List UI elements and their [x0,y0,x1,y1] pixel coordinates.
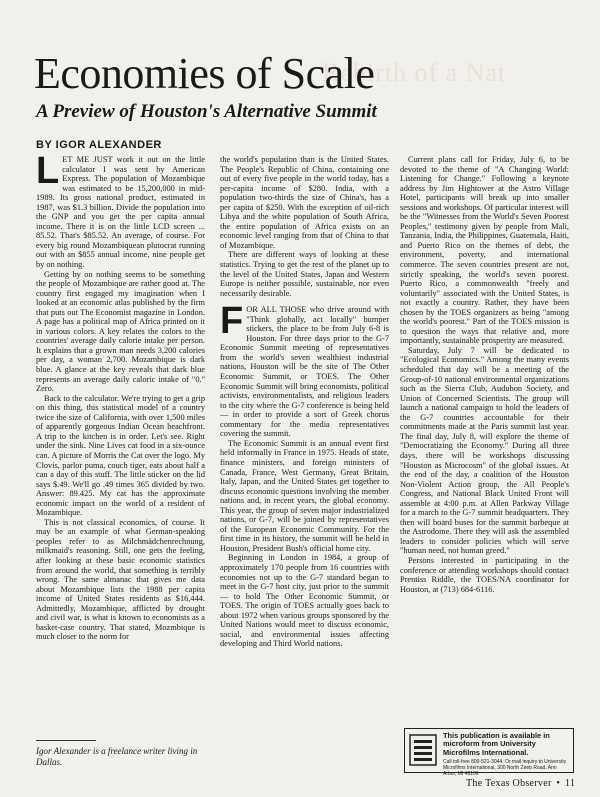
ad-headline: This publication is available in microform from University Microfilms International. [443,731,550,757]
drop-cap: F [220,300,244,343]
paragraph: Current plans call for Friday, July 6, to be devoted to the theme of "A Changing World: Listening for Change." Following a keynote address by Jim Hightower at the Astro Village Hotel, participants will break up into smaller sessions and workshops. Of particular interest will be the "Witnesses from the World's Seven Poorest Peoples," testimony given by people from Mali, Tanzania, India, the Philippines, Guatemala, Haiti, and Puerto Rico on the themes of debt, the environment, poverty, and international commerce. The seven countries present are not, strictly speaking, the world's seven poorest. Puerto Rico, a commonwealth "freely and voluntarily" associated with the United States, is not exactly a country. Rather, they have been chosen by the TOES organizers as being "among the world's poorest." Part of the TOES mission is to question the ways that relative and, more importantly, sustainable prosperity are measured. [400,155,569,346]
paragraph: Getting by on nothing seems to be something the people of Mozambique are rather good at. The country first engaged my imagination when I looked at an economic atlas published by the firm that puts out The Economist magazine in London. A page has a political map of Africa printed on it in various colors. A key relates the colors to the countries' average daily calorie intake per person. It explains that a grown man needs 3,200 calories per day, a woman 2,700. Mozambique is dark blue. A glance at the key reveals that dark blue represents an average daily caloric intake of "0." Zero. [36,269,205,394]
paragraph: Beginning in London in 1984, a group of approximately 170 people from 16 countries with economies not up to the G-7 standard began to meet in the G-7 host city, just prior to the summit — to hold The Other Economic Summit, or TOES. The origin of TOES actually goes back to about 1972 when various groups sponsored by the United Nations would meet to discuss economic, social, and environmental issues affecting developing and Third World nations. [220,553,389,649]
page-number: 11 [565,778,576,789]
paragraph: The Economic Summit is an annual event first held informally in France in 1975. Heads of state, finance ministers, and foreign ministers of Canada, France, West Germany, Great Britain, Italy, Japan, and the United States get together to discuss economic questions involving the member nations and, in recent years, the global economy. This year, the group of seven major industrialized nations, or G-7, will be joined by representatives of the European Economic Community. For the first time in its history, the summit will be held in Houston, President Bush's official home city. [220,438,389,553]
footer-separator: • [556,778,561,789]
paragraph: Persons interested in participating in the conference or attending workshops should contact Prentiss Riddle, the TOES/NA coordinator for Houston, at (713) 684-6116. [400,555,569,594]
article-column-1 [36,150,205,642]
university-microfilms-logo-icon [409,734,437,766]
paragraph-text: ET ME JUST work it out on the little calculator I was sent by American Express. The population of Mozambique was estimated to be 15,200,000 in mid-1989. Its gross national product, estimated in 1987, was $1.3 billion. Divide the population into the GNP and you get the per capita annual income. There it is on the little LCD screen ... 85.52. That's $85.52. An average, of course. For every big round Mozambiquean plutocrat running out with an $855 annual income, nine people get by on nothing. [36,155,205,270]
article-column-2 [220,155,389,649]
paragraph: There are different ways of looking at these statistics. Trying to get the rest of the planet up to the level of the United States, Japan and Western Europe is neither possible, sustainable, nor even necessarily desirable. [220,250,389,298]
paragraph: This is not classical economics, of course. It may be an example of what German-speaking peoples refer to as Milchmädchenrechnung, milkmaid's reasoning. Still, one gets the feeling, after looking at these basic economic statistics from around the world, that something is terribly wrong. The same almanac that gives me data about Mozambique lists the 1988 per capita income of United States residents as $16,444. Admittedly, Mozambique, afflicted by drought and civil war, is what is known to economists as a basket-case country. That stated, Mozmbique is much closer to the norm for [36,517,205,642]
paragraph [220,300,389,439]
article-column-3 [400,155,569,594]
article-subtitle: A Preview of Houston's Alternative Summit [36,101,377,122]
ad-fine-print: Call toll-free 800-521-3044. Or mail inquiry to University Microfilms International, 300 North Zeeb Road, Ann Arbor, MI 48106 [443,759,567,778]
paragraph: the world's population than is the United States. The People's Republic of China, containing one out of every five people in the world today, has a per-capita income of $280. India, with a population two-thirds the size of China's, has a per capita of $250. With the exception of oil-rich Libya and the white population of South Africa, the entire population of Africa exists on an economic level ranging from that of China to that of Mozambique. [220,155,389,250]
drop-cap: L [36,150,60,192]
article-title: Economies of Scale [34,49,375,98]
bio-divider [36,740,96,741]
bleed-through-watermark: Rebirth of a Nat [322,58,507,87]
byline: BY IGOR ALEXANDER [36,139,162,151]
page-footer [466,778,575,789]
microfilm-advertisement [404,728,574,778]
paragraph: Back to the calculator. We're trying to get a grip on this thing, this statistical model of a country twice the size of California, with over 1,500 miles of apparently gorgeous Indian Ocean beachfront. A trip to the kitchen is in order. Let's see. Right under the sink. Nine Lives cat food in a six-ounce can. A picture of Morris the Cat over the logo. My Clovis, parlor puma, couch tiger, eats about half a can a day of this stuff. The little sticker on the lid says $.49. We'll go .49 times 365 divided by two. Answer: 89.425. My cat has the approximate economic impact on the world of a resident of Mozambique. [36,393,205,518]
publication-name: The Texas Observer [466,778,552,789]
author-bio: Igor Alexander is a freelance writer living in Dallas. [36,746,198,767]
paragraph-text: OR ALL THOSE who drive around with "Think globally, act locally" bumper stickers, the place to be from July 6-8 is Houston. For three days prior to the G-7 Economic Summit meeting of representatives from the world's seven wealthiest industrial nations, Houston will be the site of The Other Economic Summit, or TOES. The Other Economic Summit will bring economists, political activists, environmentalists, and religious leaders to the city where the G-7 conference is being held — in order to provide a sort of Greek chorus commentary for the media representatives covering the summit. [220,305,389,439]
paragraph [36,150,205,270]
paragraph: Saturday, July 7 will be dedicated to "Ecological Economics." Among the many events scheduled that day will be a meeting of the Group-of-10 national environmental organizations such as the Sierra Club, Audubon Society, and Union of Concerned Scientists. The group will launch a national campaign to hold the leaders of the G-7 countries accountable for their commitments made at the Paris summit last year. The final day, July 8, will explore the theme of "Democratizing the Economy." During all three days, there will be workshops discussing "Houston as Microcosm" of the global issues. At the end of the day, a coalition of the Houston Non-Violent Action group, the All People's Congress, and National Black United Front will assemble at 4:00 p.m. at Allen Parkway Village for a march to the G-7 summit headquarters. They then will board buses for the summit barbeque at the Astrodome. There they will ask the assembled leaders to consider policies which will serve "human need, not human greed." [400,345,569,556]
